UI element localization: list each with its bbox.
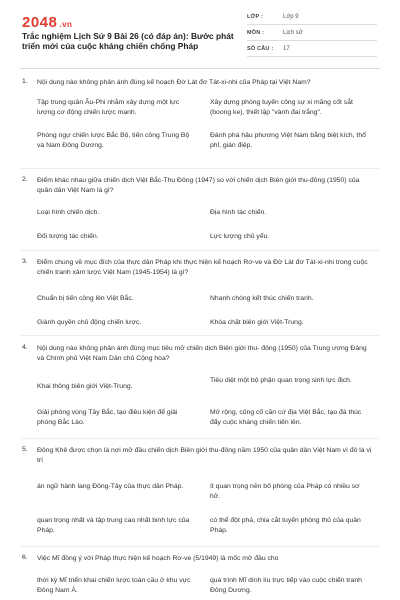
question-number: 6. xyxy=(22,554,28,561)
question-text: Điểm chung về mục đích của thực dân Pháp khi thực hiện kế hoạch Rơ-ve và Đờ Lát đơ Tát-xi-nhi trong cuộc chiến tranh xâm lược Việt Nam (1945-1954) là gì? xyxy=(37,259,368,276)
option-b[interactable]: Xây dựng phòng tuyến công sự xi măng cốt sắt (boong ke), thiết lập "vành đai trắng". xyxy=(210,99,353,116)
question-number: 3. xyxy=(22,258,28,265)
option-b[interactable]: Nhanh chóng kết thúc chiến tranh. xyxy=(210,295,314,302)
option-a[interactable]: Khai thông biên giới Việt-Trung. xyxy=(37,383,133,390)
logo-suffix: .vn xyxy=(59,20,73,29)
question-number: 5. xyxy=(22,446,28,453)
option-c[interactable]: quan trọng nhất và tập trung cao nhất binh lực của Pháp. xyxy=(37,517,190,534)
question-divider xyxy=(20,438,380,439)
meta-key: MÔN : xyxy=(247,29,265,36)
option-d[interactable]: Khóa chặt biên giới Việt-Trung. xyxy=(210,319,304,326)
meta-key: SỐ CÂU : xyxy=(247,45,274,52)
meta-key: LỚP : xyxy=(247,13,263,20)
option-a[interactable]: án ngữ hành lang Đông-Tây của thực dân Pháp. xyxy=(37,483,184,490)
question-number: 4. xyxy=(22,344,28,351)
question-text: Nội dung nào không phản ánh đúng mục tiêu mở chiến dịch Biên giới thu- đông (1950) của Trung ương Đảng và Chính phủ Việt Nam Dân chủ Cộng hòa? xyxy=(37,345,367,362)
option-d[interactable]: Đánh phá hậu phương Việt Nam bằng biệt kích, thổ phỉ, gián điệp. xyxy=(210,132,366,149)
option-b[interactable]: Tiêu diệt một bộ phận quan trọng sinh lực địch. xyxy=(210,377,352,384)
option-d[interactable]: Mở rộng, củng cố căn cứ địa Việt Bắc, tạo đà thúc đẩy cuộc kháng chiến tiến lên. xyxy=(210,409,362,426)
option-b[interactable]: Địa hình tác chiến. xyxy=(210,209,267,216)
option-c[interactable]: Đối tượng tác chiến. xyxy=(37,233,99,240)
question-divider xyxy=(20,546,380,547)
option-a[interactable]: Tập trung quân Âu-Phi nhằm xây dựng một lực lượng cơ động chiến lược mạnh. xyxy=(37,99,180,116)
option-c[interactable]: Giải phóng vùng Tây Bắc, tạo điều kiện để giải phóng Bắc Lào. xyxy=(37,409,178,426)
question-text: Nội dung nào không phản ánh đúng kế hoạch Đờ Lát đơ Tát-xi-nhi của Pháp tại Việt Nam? xyxy=(37,79,311,86)
option-a[interactable]: Chuẩn bị tiến công lên Việt Bắc. xyxy=(37,295,134,302)
question-text: Việc Mĩ đồng ý với Pháp thực hiện kế hoạch Rơ-ve (5/1949) là mốc mở đầu cho xyxy=(37,555,279,562)
option-b[interactable]: quá trình Mĩ dính líu trực tiếp vào cuộc chiến tranh Đông Dương. xyxy=(210,577,362,594)
meta-info-table xyxy=(247,9,377,57)
meta-value: Lịch sử xyxy=(283,29,303,36)
question-text: Điểm khác nhau giữa chiến dịch Việt Bắc-Thu Đông (1947) so với chiến dịch Biên giới thu-đông (1950) của quân dân Việt Nam là gì? xyxy=(37,177,360,194)
option-b[interactable]: ít quan trọng nên bố phòng của Pháp có nhiều sơ hở. xyxy=(210,483,360,500)
meta-value: Lớp 9 xyxy=(283,13,299,20)
option-a[interactable]: Loại hình chiến dịch. xyxy=(37,209,100,216)
option-c[interactable]: Phòng ngự chiến lược Bắc Bộ, tiến công Trung Bộ và Nam Đông Dương. xyxy=(37,132,190,149)
question-text: Đông Khê được chọn là nơi mở đầu chiến dịch Biên giới thu-đông năm 1950 của quân dân Việt Nam vì đó là vị trí xyxy=(37,447,372,464)
site-logo[interactable] xyxy=(22,14,72,31)
header-divider xyxy=(20,68,380,69)
meta-row-count xyxy=(247,41,377,57)
option-c[interactable]: Giành quyền chủ động chiến lược. xyxy=(37,319,142,326)
option-d[interactable]: Lực lượng chủ yếu. xyxy=(210,233,270,240)
option-d[interactable]: có thể đột phá, chia cắt tuyến phòng thủ của quân Pháp. xyxy=(210,517,361,534)
question-number: 2. xyxy=(22,176,28,183)
meta-value: 17 xyxy=(283,45,290,52)
meta-row-subject xyxy=(247,25,377,41)
page-title: Trắc nghiệm Lịch Sử 9 Bài 26 (có đáp án): Bước phát triển mới của cuộc kháng chiến chống Pháp xyxy=(22,31,234,52)
question-divider xyxy=(20,335,380,336)
logo-text: 2048 xyxy=(22,14,58,31)
question-divider xyxy=(20,168,380,169)
document-header xyxy=(0,0,400,64)
option-a[interactable]: thời kỳ Mĩ triển khai chiến lược toàn cầu ở khu vực Đông Nam Á. xyxy=(37,577,191,594)
question-divider xyxy=(20,250,380,251)
meta-row-grade xyxy=(247,9,377,25)
question-number: 1. xyxy=(22,78,28,85)
